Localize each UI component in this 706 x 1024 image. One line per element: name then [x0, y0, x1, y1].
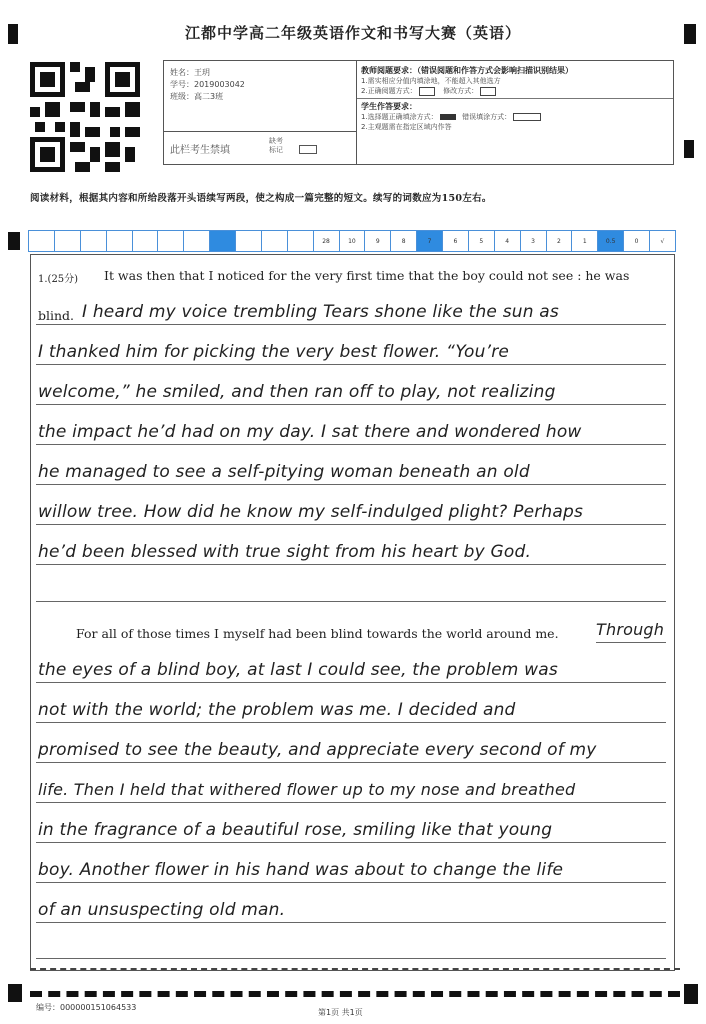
writing-rule: [36, 484, 666, 485]
score-cell[interactable]: 5: [469, 231, 495, 251]
seal-text: 此栏考生禁填: [170, 145, 230, 156]
missing-checkbox[interactable]: [299, 145, 317, 154]
writing-rule: [36, 564, 666, 565]
handwritten-line: promised to see the beauty, and appreciate every second of my: [38, 740, 597, 760]
para1-prompt: It was then that I noticed for the very first time that the boy could not see : he was: [104, 268, 630, 283]
writing-rule: [36, 882, 666, 883]
score-cell[interactable]: 2: [547, 231, 573, 251]
student-name: 姓名：王玥: [170, 68, 210, 77]
student-req-heading: 学生作答要求：: [361, 102, 417, 111]
score-cell[interactable]: 28: [314, 231, 340, 251]
writing-rule: [36, 722, 666, 723]
writing-rule: [36, 802, 666, 803]
score-cell[interactable]: 0.5: [598, 231, 624, 251]
missing-label: 缺考标记: [269, 137, 283, 154]
score-cell[interactable]: 9: [365, 231, 391, 251]
student-req-line1-text: 1.选择题正确填涂方式：: [361, 113, 438, 121]
handwritten-line: boy. Another flower in his hand was about to change the life: [38, 860, 564, 880]
info-divider: [164, 131, 356, 132]
score-cell[interactable]: [236, 231, 262, 251]
handwritten-line: he’d been blessed with true sight from his heart by God.: [38, 542, 532, 562]
modify-mark-icon: [480, 87, 496, 96]
req-divider: [357, 98, 673, 99]
student-req-line1b-text: 错误填涂方式：: [462, 113, 512, 121]
page-title: 江都中学高二年级英语作文和书写大赛（英语）: [184, 24, 521, 42]
handwritten-line: he managed to see a self-pitying woman beneath an old: [38, 462, 530, 482]
handwritten-line: welcome,” he smiled, and then ran off to play, not realizing: [38, 382, 556, 402]
score-cell[interactable]: [288, 231, 314, 251]
writing-rule: [36, 958, 666, 959]
handwritten-line: I heard my voice trembling Tears shone like the sun as: [82, 302, 559, 322]
score-cell[interactable]: √: [660, 237, 665, 245]
handwritten-line: life. Then I held that withered flower up to my nose and breathed: [38, 780, 576, 799]
writing-rule: [36, 524, 666, 525]
teacher-req-line2-text: 2.正确阅题方式：: [361, 87, 417, 95]
para2-prompt: For all of those times I myself had been blind towards the world around me.: [76, 626, 559, 641]
registration-mark-bottom-right: [684, 984, 698, 1004]
bottom-dotted-line: [30, 968, 680, 970]
qr-code-icon: [30, 62, 140, 172]
registration-mark-bottom-left: [8, 984, 22, 1002]
student-req-line2: 2.主观题需在指定区域内作答: [361, 123, 452, 131]
student-number: 学号：2019003042: [170, 80, 245, 89]
score-cell[interactable]: [262, 231, 288, 251]
student-info-box: [163, 60, 357, 165]
writing-rule: [36, 601, 666, 602]
score-cell[interactable]: 0: [624, 231, 650, 251]
writing-rule: [36, 404, 666, 405]
score-cell[interactable]: [158, 231, 184, 251]
teacher-req-heading: 教师阅题要求：（错误阅题和作答方式会影响扫描识别结果）: [361, 66, 573, 75]
para2-first-word: Through: [596, 620, 665, 639]
score-cell[interactable]: [184, 231, 210, 251]
writing-rule: [36, 444, 666, 445]
score-cell[interactable]: 4: [495, 231, 521, 251]
writing-rule: [36, 364, 666, 365]
score-cell[interactable]: 10: [340, 231, 366, 251]
wrong-fill-icon: [513, 113, 541, 121]
score-cell[interactable]: [55, 231, 81, 251]
writing-rule: [596, 642, 666, 643]
writing-rule: [36, 762, 666, 763]
score-cell[interactable]: 8: [391, 231, 417, 251]
score-cell[interactable]: 7: [417, 231, 443, 251]
instruction-text: 阅读材料，根据其内容和所给段落开头语续写两段，使之构成一篇完整的短文。续写的词数应为150左右。: [30, 193, 492, 204]
score-cell[interactable]: [29, 231, 55, 251]
teacher-req-line1: 1.需实相应分值内填涂地，不能超入其他选方: [361, 77, 501, 85]
score-cell[interactable]: 1: [572, 231, 598, 251]
writing-rule: [36, 324, 666, 325]
registration-mark-mid-right: [684, 140, 694, 158]
teacher-req-line2: [357, 86, 673, 96]
handwritten-line: the eyes of a blind boy, at last I could see, the problem was: [38, 660, 558, 680]
writing-rule: [36, 842, 666, 843]
score-cell[interactable]: [133, 231, 159, 251]
writing-rule: [36, 922, 666, 923]
score-bar: [28, 230, 676, 252]
footer-serial: 编号：000000151064533: [36, 1003, 137, 1012]
footer-page: 第1页 共1页: [318, 1008, 363, 1017]
student-req-line1: [357, 112, 673, 122]
handwritten-line: in the fragrance of a beautiful rose, smiling like that young: [38, 820, 553, 840]
handwritten-line: the impact he’d had on my day. I sat there and wondered how: [38, 422, 582, 442]
score-cell[interactable]: 3: [521, 231, 547, 251]
student-class: 班级：高二3班: [170, 92, 224, 101]
score-cell[interactable]: [81, 231, 107, 251]
score-cell[interactable]: 6: [443, 231, 469, 251]
handwritten-line: of an unsuspecting old man.: [38, 900, 286, 920]
score-cell[interactable]: [210, 231, 236, 251]
filled-box-icon: [440, 114, 456, 120]
handwritten-line: I thanked him for picking the very best flower. “You’re: [38, 342, 510, 362]
writing-rule: [36, 682, 666, 683]
handwritten-line: not with the world; the problem was me. I decided and: [38, 700, 516, 720]
requirements-box: [356, 60, 674, 165]
teacher-req-line2b-text: 修改方式：: [443, 87, 479, 95]
question-label: 1.(25分): [38, 274, 79, 285]
correct-mark-icon: [419, 87, 435, 96]
handwritten-line: willow tree. How did he know my self-indulged plight? Perhaps: [38, 502, 584, 522]
para1-prompt-end: blind.: [38, 308, 75, 323]
registration-mark-mid-left: [8, 232, 20, 250]
score-cell[interactable]: [107, 231, 133, 251]
